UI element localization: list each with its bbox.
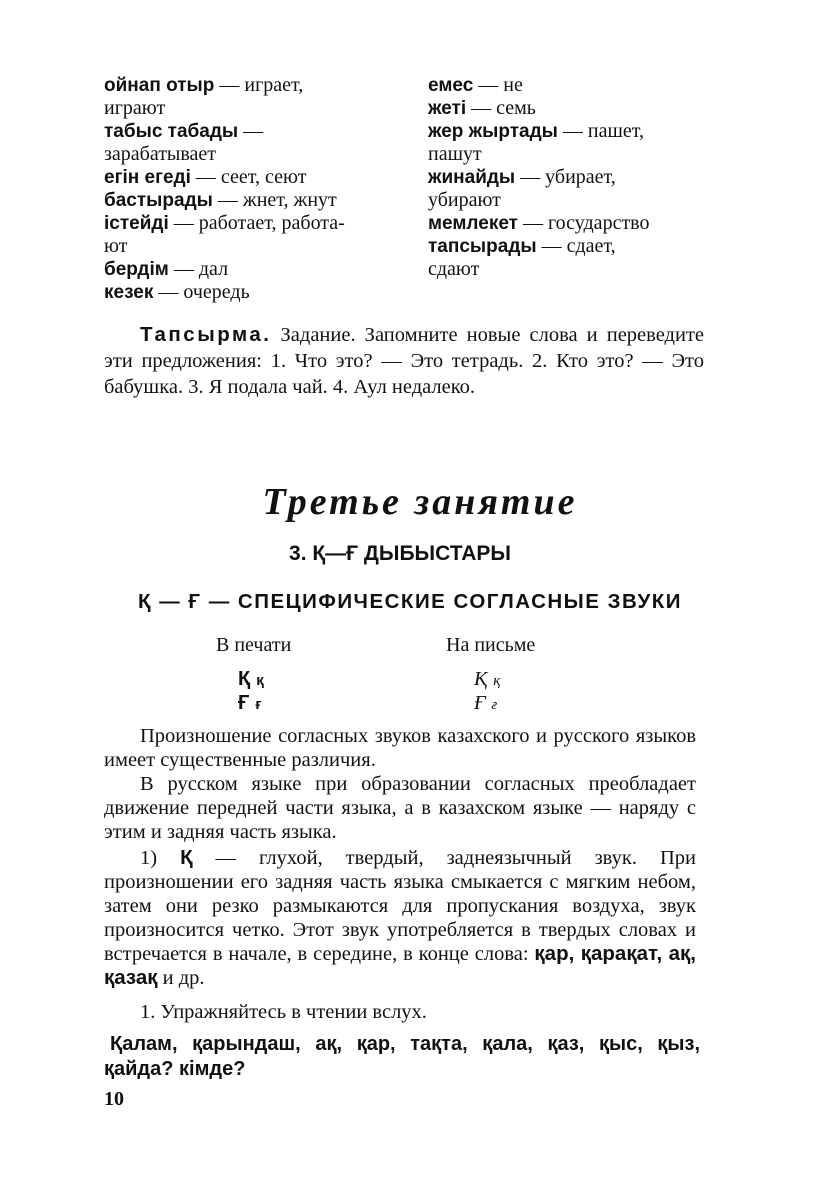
vocab-translation: работает, работа- — [198, 212, 345, 234]
vocab-entry: ойнап отыр — играет, — [104, 74, 304, 96]
vocab-entry: кезек — очередь — [104, 281, 250, 303]
vocab-translation: ют — [104, 235, 128, 257]
vocab-term: бердім — [104, 259, 169, 280]
vocab-translation: пашут — [428, 143, 482, 165]
vocab-translation: не — [503, 74, 523, 96]
task-label: Тапсырма. — [140, 323, 272, 346]
task-text: Задание. Запомните новые слова и переведите эти предложения: 1. Что это? — Это тетрадь. 2. Кто это? — Это бабушка. 3. Я подала чай. 4. Аул недалеко. — [104, 324, 704, 398]
paragraph-pronunciation: Произношение согласных звуков казахского и русского языков имеет существенные различия. — [104, 725, 696, 771]
vocab-term: істейді — [104, 213, 169, 234]
vocab-entry: егін егеді — сеет, сеют — [104, 166, 307, 188]
vocab-translation: сдает, — [566, 235, 616, 257]
vocab-entry: жинайды — убирает, — [428, 166, 616, 188]
vocab-entry — [428, 258, 728, 281]
lesson-title: Третье занятие — [262, 481, 578, 523]
vocab-entry: табыс табады — — [104, 120, 264, 142]
vocab-entry: жер жыртады — пашет, — [428, 120, 644, 142]
vocabulary-list-right — [428, 74, 728, 281]
vocab-term: кезек — [104, 282, 154, 303]
handwriting-column-label: На письме — [446, 634, 536, 656]
vocab-entry: жеті — семь — [428, 97, 536, 119]
vocab-translation: жнет, жнут — [242, 189, 337, 211]
vocabulary-list-left — [104, 74, 404, 304]
vocab-entry — [104, 235, 404, 258]
vocab-entry: бастырады — жнет, жнут — [104, 189, 337, 211]
vocab-entry: мемлекет — государство — [428, 212, 650, 234]
handwritten-letter-pair: Ғ ғ — [474, 692, 498, 714]
vocab-translation: убирает, — [545, 166, 616, 188]
vocab-term: бастырады — [104, 190, 213, 211]
section-title: 3. Қ—Ғ ДЫБЫСТАРЫ — [289, 542, 511, 565]
vocab-translation: сеет, сеют — [220, 166, 307, 188]
page-number: 10 — [104, 1088, 124, 1110]
paragraph-sound-q: 1) Қ — глухой, твердый, заднеязычный звук. При произношении его задняя часть языка смыкается с мягким небом, затем они резко размыкаются для пропускания воздуха, звук произносится четко. Этот звук употребляется в твердых словах и встречается в начале, в середине, в конце слова: қар, қарақат, ақ, қазақ и др. — [104, 846, 696, 989]
vocab-entry: тапсырады — сдает, — [428, 235, 616, 257]
vocab-entry: істейді — работает, работа- — [104, 212, 345, 234]
vocab-entry: емес — не — [428, 74, 523, 96]
handwritten-letters — [474, 668, 500, 716]
printed-letter-pair: Ғ ғ — [238, 692, 262, 714]
vocab-translation: убирают — [428, 189, 501, 211]
vocab-term: жер жыртады — [428, 121, 558, 142]
vocab-entry: бердім — дал — [104, 258, 229, 280]
printed-letters — [238, 668, 264, 716]
vocab-term: емес — [428, 75, 474, 96]
vocab-term: жинайды — [428, 167, 516, 188]
vocab-translation: пашет, — [587, 120, 644, 142]
vocab-entry — [428, 143, 728, 166]
letter-q: Қ — [180, 846, 193, 869]
reading-drill: Қалам, қарындаш, ақ, қар, тақта, қала, қаз, қыс, қыз, қайда? кімде? — [104, 1033, 700, 1080]
vocab-translation: государство — [547, 212, 650, 234]
printed-letter-pair: Қ қ — [238, 668, 264, 690]
vocab-translation: зарабатывает — [104, 143, 217, 165]
paragraph-tongue-position: В русском языке при образовании согласных преобладает движение передней части языка, а в казахском языке — наряду с этим и задняя часть языка. — [104, 773, 696, 843]
vocab-translation: очередь — [183, 281, 250, 303]
exercise-instruction: 1. Упражняйтесь в чтении вслух. — [140, 1001, 427, 1023]
vocab-term: тапсырады — [428, 236, 537, 257]
vocab-term: жеті — [428, 98, 467, 119]
example-words: қар, қарақат, ақ, қазақ — [104, 942, 696, 989]
vocab-term: егін егеді — [104, 167, 191, 188]
handwritten-letter-pair: Қ қ — [474, 668, 501, 690]
task-paragraph — [104, 322, 704, 400]
vocab-translation: играет, — [244, 74, 304, 96]
print-column-label: В печати — [216, 634, 292, 656]
vocab-translation: сдают — [428, 258, 480, 280]
vocab-entry — [428, 189, 728, 212]
vocab-term: табыс табады — [104, 121, 239, 142]
section-subtitle: Қ — Ғ — СПЕЦИФИЧЕСКИЕ СОГЛАСНЫЕ ЗВУКИ — [137, 590, 682, 613]
vocab-term: ойнап отыр — [104, 75, 215, 96]
vocab-translation: дал — [198, 258, 229, 280]
vocab-entry — [104, 97, 404, 120]
vocab-entry — [104, 143, 404, 166]
vocab-translation: играют — [104, 97, 166, 119]
vocab-term: мемлекет — [428, 213, 518, 234]
vocab-translation: семь — [496, 97, 536, 119]
